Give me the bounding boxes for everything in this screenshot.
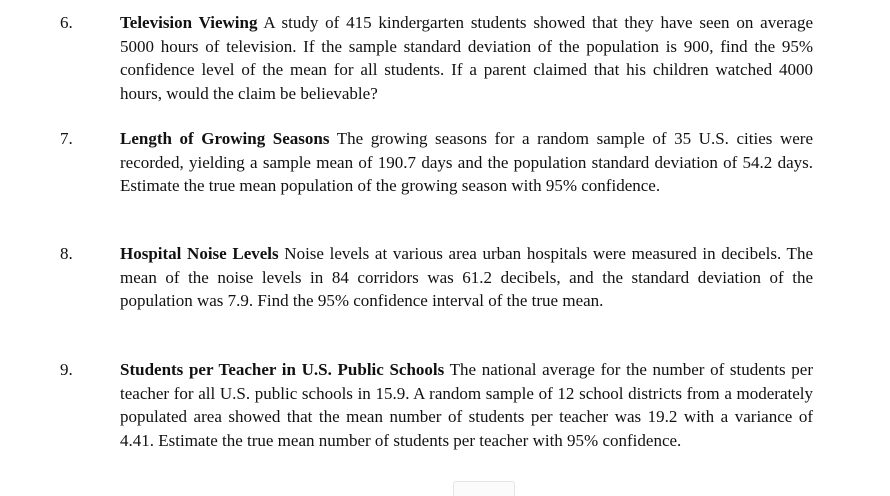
page-edge-tab [453,481,515,496]
problem-title: Students per Teacher in U.S. Public Schools [120,360,445,379]
problem-body: Noise levels at various area urban hospitals were measured in decibels. The mean of the noise levels in 84 corridors was 61.2 decibels, and the standard deviation of the population was 7.9. Find the 95% confidence interval of the true mean. [120,244,813,310]
problem-number: 9. [60,360,73,379]
problem-body: The national average for the number of students per teacher for all U.S. public schools in 15.9. A random sample of 12 school districts from a moderately populated area showed that the mean number of students per teacher was 19.2 with a variance of 4.41. Estimate the true mean number of students per teacher with 95% confidence. [120,360,814,450]
problem-text [120,11,813,105]
problem-text [120,358,813,452]
problem-title: Length of Growing Seasons [120,129,330,148]
problem-text [120,242,813,313]
problem-body: A study of 415 kindergarten students showed that they have seen on average 5000 hours of television. If the sample standard deviation of the population is 900, find the 95% confidence level of the mean for all students. If a parent claimed that his children watched 4000 hours, would the claim be believable? [120,13,814,103]
problem-text [120,127,813,198]
problem-title: Hospital Noise Levels [120,244,279,263]
problem-title: Television Viewing [120,13,258,32]
problem-number: 6. [60,13,73,32]
problem-number: 8. [60,244,73,263]
problem-body: The growing seasons for a random sample of 35 U.S. cities were recorded, yielding a sample mean of 190.7 days and the population standard deviation of 54.2 days. Estimate the true mean population of the growing season with 95% confidence. [120,129,813,195]
problem-number: 7. [60,129,73,148]
